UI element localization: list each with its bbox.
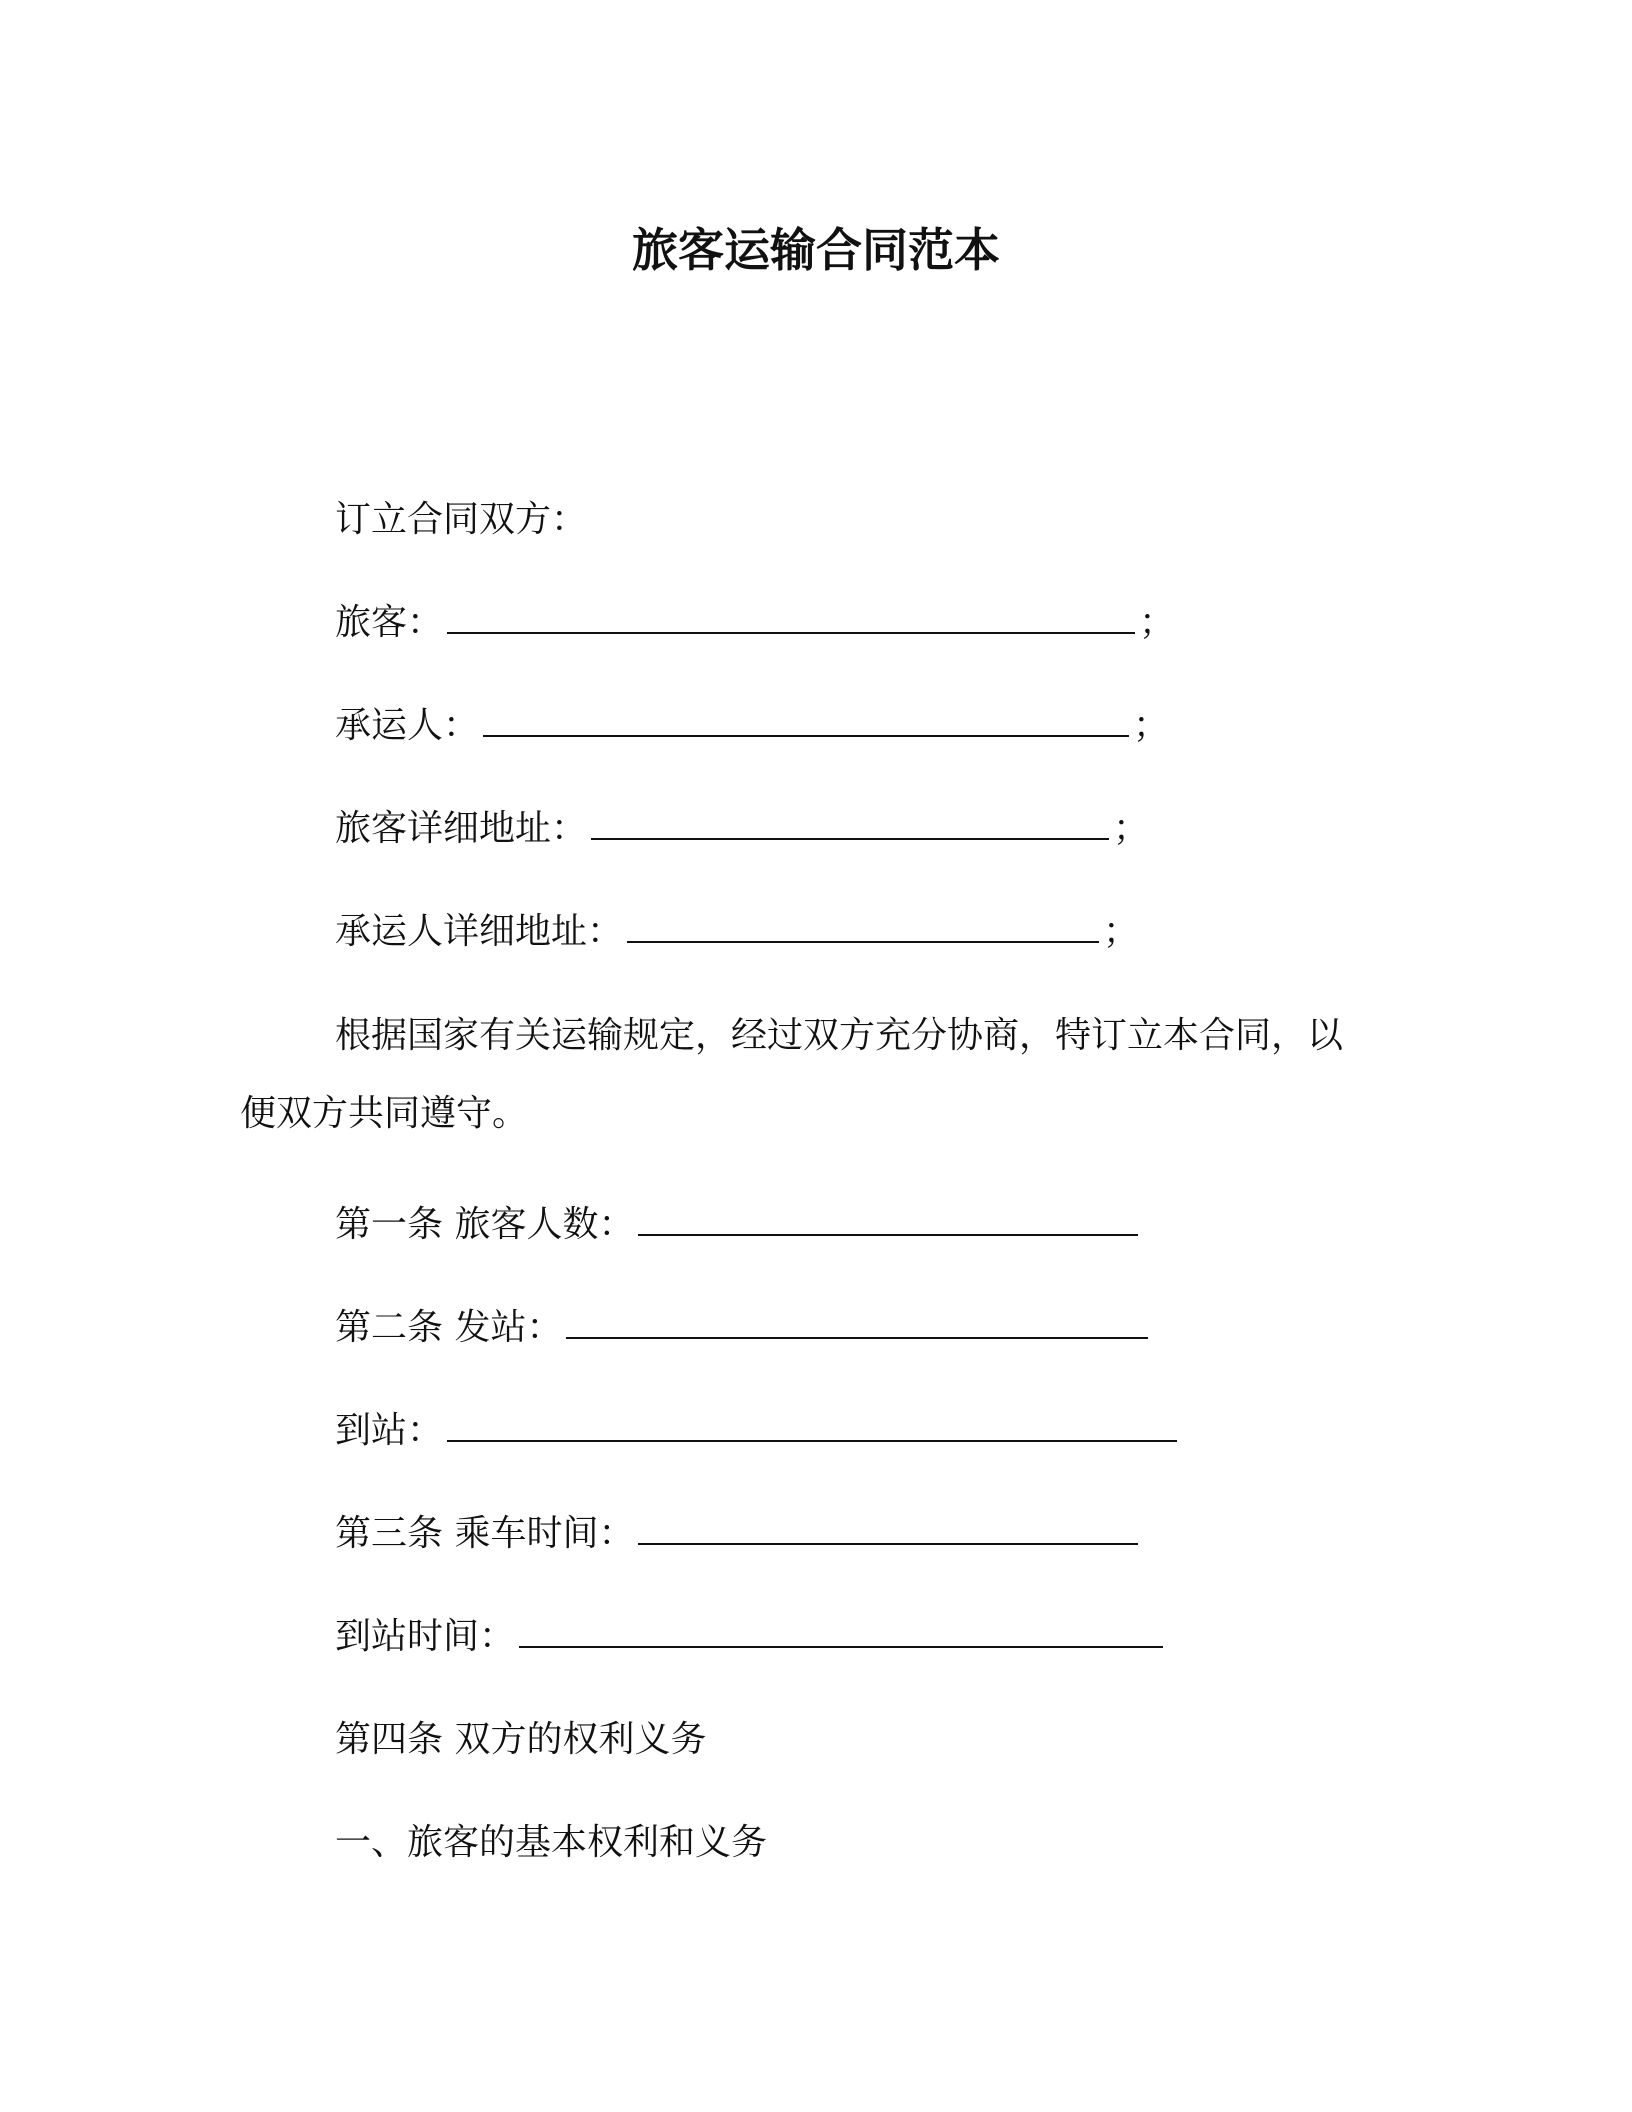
- arrival-station-label: 到站：: [335, 1410, 444, 1451]
- carrier-address-line: [335, 907, 1139, 957]
- passenger-address-label: 旅客详细地址：: [335, 808, 588, 849]
- article3-label: 第三条 乘车时间：: [335, 1513, 635, 1554]
- arrival-time-line: [335, 1612, 1167, 1662]
- document-title: 旅客运输合同范本: [632, 223, 1000, 277]
- carrier-label: 承运人：: [335, 705, 480, 746]
- article3-line: [335, 1509, 1142, 1559]
- article1-line: [335, 1200, 1142, 1250]
- intro-paragraph-line2: 便双方共同遵守。: [240, 1093, 529, 1134]
- arrival-time-blank[interactable]: [519, 1612, 1163, 1648]
- arrival-time-label: 到站时间：: [335, 1616, 516, 1657]
- passenger-count-blank[interactable]: [638, 1200, 1138, 1236]
- intro-paragraph-line1: 根据国家有关运输规定，经过双方充分协商，特订立本合同，以: [335, 1015, 1344, 1056]
- passenger-semicolon: ；: [1139, 602, 1176, 643]
- carrier-blank[interactable]: [483, 701, 1129, 737]
- arrival-station-blank[interactable]: [447, 1406, 1177, 1442]
- parties-heading: 订立合同双方：: [335, 499, 588, 540]
- carrier-semicolon: ；: [1133, 705, 1170, 746]
- section1-heading: 一、旅客的基本权利和义务: [335, 1822, 768, 1863]
- carrier-address-blank[interactable]: [627, 907, 1099, 943]
- passenger-blank[interactable]: [447, 598, 1135, 634]
- departure-station-blank[interactable]: [566, 1303, 1148, 1339]
- article4-heading: 第四条 双方的权利义务: [335, 1719, 707, 1760]
- departure-time-blank[interactable]: [638, 1509, 1138, 1545]
- article2-line: [335, 1303, 1152, 1353]
- passenger-address-semicolon: ；: [1113, 808, 1150, 849]
- passenger-address-line: [335, 804, 1149, 854]
- carrier-address-label: 承运人详细地址：: [335, 911, 624, 952]
- passenger-label: 旅客：: [335, 602, 444, 643]
- arrival-station-line: [335, 1406, 1181, 1456]
- passenger-address-blank[interactable]: [591, 804, 1109, 840]
- article1-label: 第一条 旅客人数：: [335, 1204, 635, 1245]
- carrier-address-semicolon: ；: [1103, 911, 1140, 952]
- passenger-line: [335, 598, 1175, 648]
- article2-label: 第二条 发站：: [335, 1307, 563, 1348]
- carrier-line: [335, 701, 1169, 751]
